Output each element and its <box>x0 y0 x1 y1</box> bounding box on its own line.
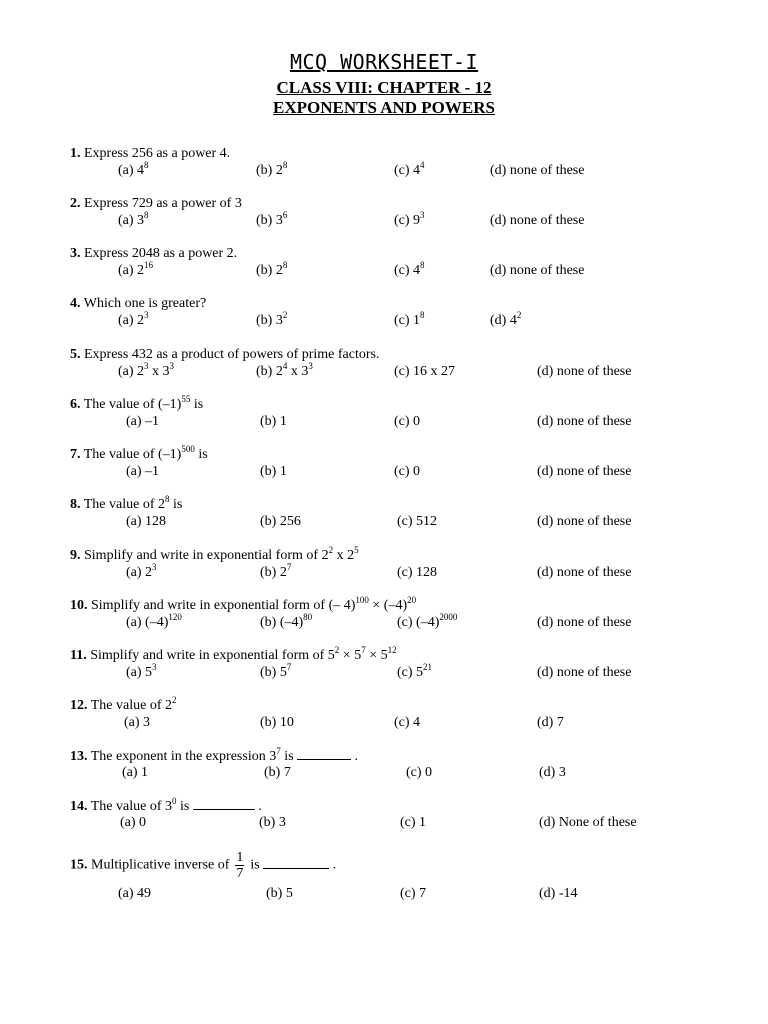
q1-option-c: (c) $4^4$ <box>394 160 425 178</box>
q2-option-c: (c) $9^3$ <box>394 210 425 228</box>
q15-option-d: (d) -14 <box>539 886 578 901</box>
question-6: 6. The value of $(-1)^{55}$ is <box>70 394 204 412</box>
q8-option-b: (b) 256 <box>260 514 301 529</box>
q5-option-d: (d) none of these <box>537 364 632 379</box>
q13-option-d: (d) 3 <box>539 765 566 780</box>
question-15: 15. Multiplicative inverse of $\frac{1}{7}$ is . <box>70 850 337 881</box>
q2-option-d: (d) none of these <box>490 213 585 228</box>
q7-option-a: (a) –1 <box>126 464 160 479</box>
worksheet-title: MCQ WORKSHEET-I <box>289 50 479 74</box>
q14-option-c: (c) 1 <box>400 815 427 830</box>
question-12: 12. The value of $2^2$ <box>70 695 177 713</box>
q9-option-d: (d) none of these <box>537 565 632 580</box>
q10-option-d: (d) none of these <box>537 615 632 630</box>
q15-option-a: (a) 49 <box>118 886 152 901</box>
q9-option-b: (b) $2^7$ <box>260 562 292 580</box>
q11-option-b: (b) $5^7$ <box>260 662 292 680</box>
question-8: 8. The value of $2^8$ is <box>70 494 183 512</box>
q7-option-c: (c) 0 <box>394 464 421 479</box>
q2-option-b: (b) $3^6$ <box>256 210 288 228</box>
q9-option-a: (a) $2^3$ <box>126 562 157 580</box>
q11-option-d: (d) none of these <box>537 665 632 680</box>
q12-option-c: (c) 4 <box>394 715 421 730</box>
question-1: 1. Express 256 as a power 4. <box>70 146 231 161</box>
q13-option-c: (c) 0 <box>406 765 433 780</box>
question-3: 3. Express 2048 as a power 2. <box>70 246 238 261</box>
q9-option-c: (c) 128 <box>397 565 438 580</box>
q6-option-a: (a) –1 <box>126 414 160 429</box>
q6-option-b: (b) 1 <box>260 414 287 429</box>
question-11: 11. Simplify and write in exponential form of $5^2 \times 5^7 \times 5^{12}$ <box>70 645 397 663</box>
q13-option-b: (b) 7 <box>264 765 291 780</box>
q14-option-d: (d) None of these <box>539 815 637 830</box>
q11-option-c: (c) $5^{21}$ <box>397 662 433 680</box>
q7-option-d: (d) none of these <box>537 464 632 479</box>
q5-option-a: (a) $2^3$ x $3^3$ <box>118 361 175 379</box>
q3-option-b: (b) $2^8$ <box>256 260 288 278</box>
q1-option-d: (d) none of these <box>490 163 585 178</box>
question-9: 9. Simplify and write in exponential form of $2^2$ x $2^5$ <box>70 545 359 563</box>
question-2: 2. Express 729 as a power of 3 <box>70 196 242 211</box>
q3-option-d: (d) none of these <box>490 263 585 278</box>
q12-option-d: (d) 7 <box>537 715 564 730</box>
q15-option-b: (b) 5 <box>266 886 293 901</box>
question-13: 13. The exponent in the expression $3^7$ is . <box>70 746 359 764</box>
q10-option-b: (b) $(-4)^{80}$ <box>260 612 313 630</box>
q1-option-b: (b) $2^8$ <box>256 160 288 178</box>
q6-option-c: (c) 0 <box>394 414 421 429</box>
answer-blank <box>297 748 351 760</box>
q13-option-a: (a) 1 <box>122 765 149 780</box>
fraction-one-seventh: $\frac{1}{7}$ <box>236 850 244 881</box>
q8-option-d: (d) none of these <box>537 514 632 529</box>
q1-option-a: (a) $4^8$ <box>118 160 149 178</box>
q2-option-a: (a) $3^8$ <box>118 210 149 228</box>
question-10: 10. Simplify and write in exponential form of (– $4)^{100} \times (-4)^{20}$ <box>70 595 417 613</box>
q7-option-b: (b) 1 <box>260 464 287 479</box>
q8-option-a: (a) 128 <box>126 514 167 529</box>
q3-option-a: (a) $2^{16}$ <box>118 260 154 278</box>
q10-option-c: (c) $(-4)^{2000}$ <box>397 612 458 630</box>
q4-option-c: (c) $1^8$ <box>394 310 425 328</box>
q5-option-b: (b) $2^4$ x $3^3$ <box>256 361 313 379</box>
q12-option-b: (b) 10 <box>260 715 294 730</box>
q11-option-a: (a) $5^3$ <box>126 662 157 680</box>
q8-option-c: (c) 512 <box>397 514 438 529</box>
q3-option-c: (c) $4^8$ <box>394 260 425 278</box>
topic-heading: EXPONENTS AND POWERS <box>273 98 495 117</box>
question-5: 5. Express 432 as a product of powers of prime factors. <box>70 347 380 362</box>
q12-option-a: (a) 3 <box>124 715 151 730</box>
q14-option-b: (b) 3 <box>259 815 286 830</box>
q14-option-a: (a) 0 <box>120 815 147 830</box>
class-chapter-heading: CLASS VIII: CHAPTER - 12 <box>276 78 492 97</box>
q10-option-a: (a) $(-4)^{120}$ <box>126 612 182 630</box>
q5-option-c: (c) 16 x 27 <box>394 364 456 379</box>
question-4: 4. Which one is greater? <box>70 296 207 311</box>
q4-option-a: (a) $2^3$ <box>118 310 149 328</box>
q4-option-d: (d) $4^2$ <box>490 310 522 328</box>
q6-option-d: (d) none of these <box>537 414 632 429</box>
q4-option-b: (b) $3^2$ <box>256 310 288 328</box>
question-14: 14. The value of $3^0$ is . <box>70 796 262 814</box>
q15-option-c: (c) 7 <box>400 886 427 901</box>
question-7: 7. The value of $(-1)^{500}$ is <box>70 444 208 462</box>
answer-blank <box>263 857 329 869</box>
answer-blank <box>193 798 255 810</box>
